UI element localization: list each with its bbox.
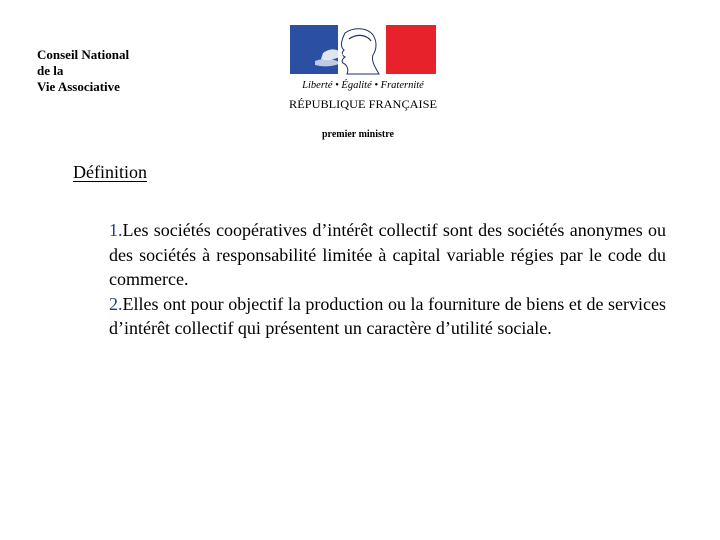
organization-line-2: de la — [37, 63, 64, 78]
logo-republic-name: RÉPUBLIQUE FRANÇAISE — [289, 97, 437, 111]
organization-name — [37, 47, 129, 95]
definition-item-2 — [109, 292, 666, 341]
republique-francaise-logo — [287, 25, 439, 115]
logo-motto: Liberté • Égalité • Fraternité — [302, 80, 424, 91]
definition-item-1 — [109, 218, 666, 292]
definition-list — [109, 218, 666, 341]
logo-red-panel — [386, 25, 436, 74]
organization-line-3: Vie Associative — [37, 79, 120, 94]
logo-blue-panel — [290, 25, 338, 74]
item-text-2: Elles ont pour objectif la production ou la fourniture de biens et de services d’intérêt collectif qui présentent un caractère d’utilité sociale. — [109, 293, 666, 338]
premier-ministre-label: premier ministre — [322, 129, 394, 140]
section-title: Définition — [73, 162, 147, 182]
item-text-1: Les sociétés coopératives d’intérêt collectif sont des sociétés anonymes ou des sociétés à responsabilité limitée à capital variable régies par le code du commerce. — [109, 220, 666, 289]
item-number-2: 2. — [109, 293, 123, 314]
item-number-1: 1. — [109, 220, 123, 240]
organization-line-1: Conseil National — [37, 47, 130, 62]
